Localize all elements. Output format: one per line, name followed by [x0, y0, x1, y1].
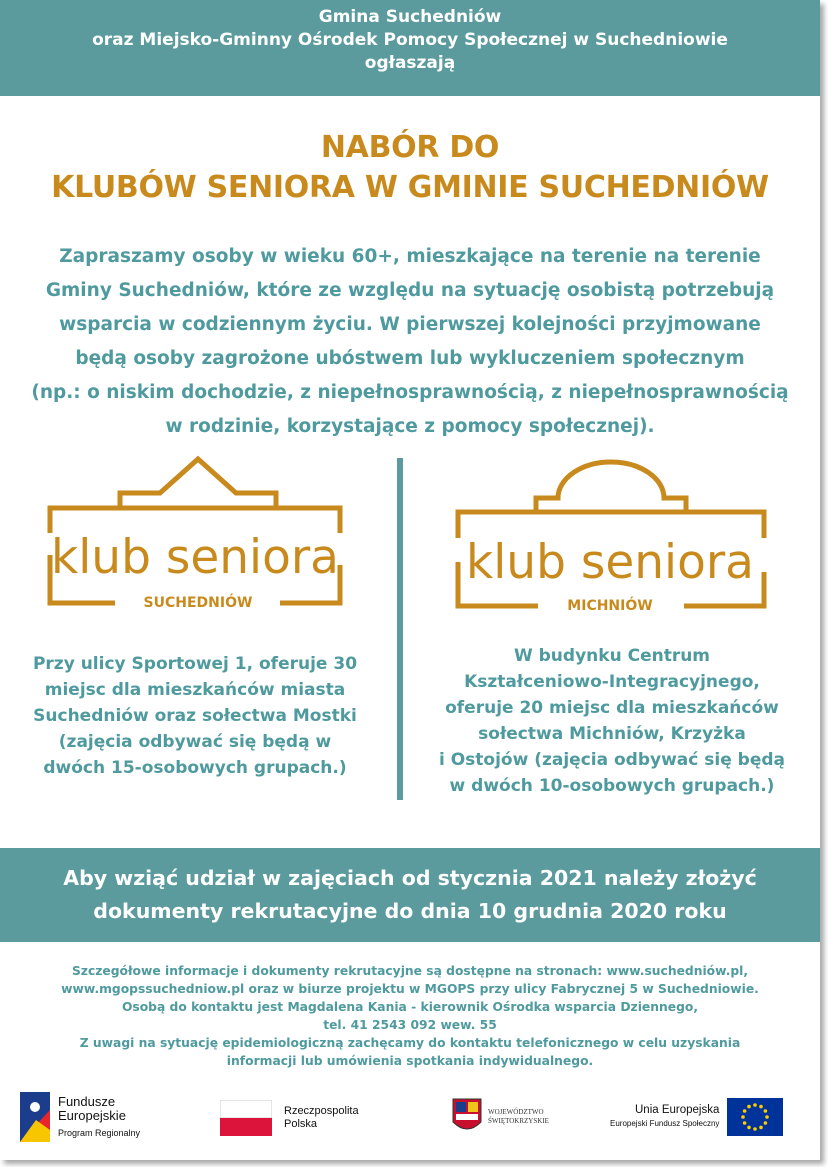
club-logo-michniow [446, 458, 786, 618]
deadline-line-1: Aby wziąć udział w zajęciach od stycznia 2021 należy złożyć [63, 866, 757, 890]
club-description-line: w dwóch 10-osobowych grupach.) [449, 776, 775, 796]
rp-line-1: Rzeczpospolita [284, 1105, 359, 1117]
info-line: Osobą do kontaktu jest Magdalena Kania - kierownik Ośrodka wsparcia Dziennego, [121, 1000, 699, 1014]
intro-line: Zapraszamy osoby w wieku 60+, mieszkające na terenie na terenie [59, 246, 761, 267]
header-line-2: oraz Miejsko-Gminny Ośrodek Pomocy Społecznej w Suchedniowie [92, 30, 728, 50]
club-description-line: miejsc dla mieszkańców miasta [44, 680, 346, 700]
info-line: Z uwagi na sytuację epidemiologiczną zachęcamy do kontaktu telefonicznego w celu uzyskania [79, 1036, 741, 1050]
club-description-line: sołectwa Michniów, Krzyżka [478, 724, 746, 744]
ue-line-2: Europejski Fundusz Społeczny [610, 1119, 720, 1128]
club-description-line: Kształceniowo-Integracyjnego, [464, 672, 760, 692]
club-description-line: dwóch 15-osobowych grupach.) [43, 758, 347, 778]
eu-star-icon [742, 1115, 746, 1119]
ws-line-2: ŚWIĘTOKRZYSKIE [488, 1117, 549, 1125]
eu-star-icon [748, 1126, 752, 1130]
info-line: tel. 41 2543 092 wew. 55 [323, 1018, 497, 1032]
eu-star-icon [760, 1126, 764, 1130]
club-description-line: oferuje 20 miejsc dla mieszkańców [445, 698, 779, 718]
eu-flag-icon [727, 1098, 783, 1136]
title-line-2: KLUBÓW SENIORA W GMINIE SUCHEDNIÓW [51, 170, 769, 205]
fundusze-europejskie-logo [20, 1092, 140, 1142]
polish-flag-icon [220, 1100, 272, 1136]
intro-line: (np.: o niskim dochodzie, z niepełnosprawnością, z niepełnosprawnością [31, 382, 789, 403]
info-line: Szczegółowe informacje i dokumenty rekrutacyjne są dostępne na stronach: www.suchedniów.pl, [71, 964, 749, 978]
ws-line-1: WOJEWÓDZTWO [488, 1108, 544, 1116]
club-description-line: Przy ulicy Sportowej 1, oferuje 30 [32, 654, 358, 674]
rp-line-2: Polska [284, 1118, 318, 1130]
ue-line-1: Unia Europejska [635, 1104, 720, 1116]
eu-star-icon [764, 1109, 768, 1113]
deadline-line-2: dokumenty rekrutacyjne do dnia 10 grudnia 2020 roku [93, 899, 727, 923]
club-description-line: (zajęcia odbywać się będą w [58, 732, 332, 752]
club-description-line: W budynku Centrum [513, 646, 711, 666]
intro-line: w rodzinie, korzystające z pomocy społecznej). [165, 416, 655, 437]
header-line-1: Gmina Suchedniów [318, 7, 502, 27]
club-description-suchedniow [0, 651, 390, 781]
contact-info [0, 962, 820, 1070]
eu-star-icon [743, 1109, 747, 1113]
eu-star-icon [760, 1105, 764, 1109]
club-description-line: Suchedniów oraz sołectwa Mostki [33, 706, 357, 726]
club-logo-location: SUCHEDNIÓW [143, 595, 253, 611]
fe-line-3: Program Regionalny [58, 1127, 141, 1138]
info-line: informacji lub umówienia spotkania indywidualnego. [226, 1054, 594, 1068]
column-divider [397, 458, 403, 800]
fundusze-europejskie-emblem-icon [20, 1092, 50, 1142]
eu-star-icon [754, 1127, 758, 1131]
club-logo-text: klub seniora [51, 530, 339, 585]
coat-of-arms-icon [452, 1098, 482, 1136]
intro-line: Gminy Suchedniów, które ze względu na sytuację osobistą potrzebują [45, 280, 775, 301]
intro-line: będą osoby zagrożone ubóstwem lub wykluczeniem społecznym [75, 348, 745, 369]
fe-line-1: Fundusze [58, 1093, 116, 1109]
eu-star-icon [743, 1121, 747, 1125]
eu-star-icon [766, 1115, 770, 1119]
club-description-michniow [404, 643, 820, 799]
eu-star-icon [754, 1103, 758, 1107]
eu-star-icon [764, 1121, 768, 1125]
info-line: www.mgopssuchedniow.pl oraz w biurze projektu w MGOPS przy ulicy Fabrycznej 5 w Suchedniowie. [61, 982, 759, 996]
club-logo-location: MICHNIÓW [567, 598, 653, 614]
fe-line-2: Europejskie [58, 1107, 126, 1123]
club-description-line: i Ostojów (zajęcia odbywać się będą [438, 750, 786, 770]
wojewodztwo-swietokrzyskie-logo [452, 1098, 549, 1136]
club-logo-text: klub seniora [466, 535, 754, 590]
rzeczpospolita-polska-logo [220, 1100, 359, 1136]
intro-line: wsparcia w codziennym życiu. W pierwszej kolejności przyjmowane [59, 314, 761, 335]
title-line-1: NABÓR DO [320, 130, 500, 165]
header-band [0, 0, 820, 96]
deadline-band [0, 848, 820, 942]
intro-paragraph [0, 240, 820, 444]
club-logo-suchedniow [40, 455, 360, 625]
eu-star-icon [748, 1105, 752, 1109]
header-line-3: ogłaszają [364, 53, 456, 73]
unia-europejska-logo [610, 1098, 783, 1136]
